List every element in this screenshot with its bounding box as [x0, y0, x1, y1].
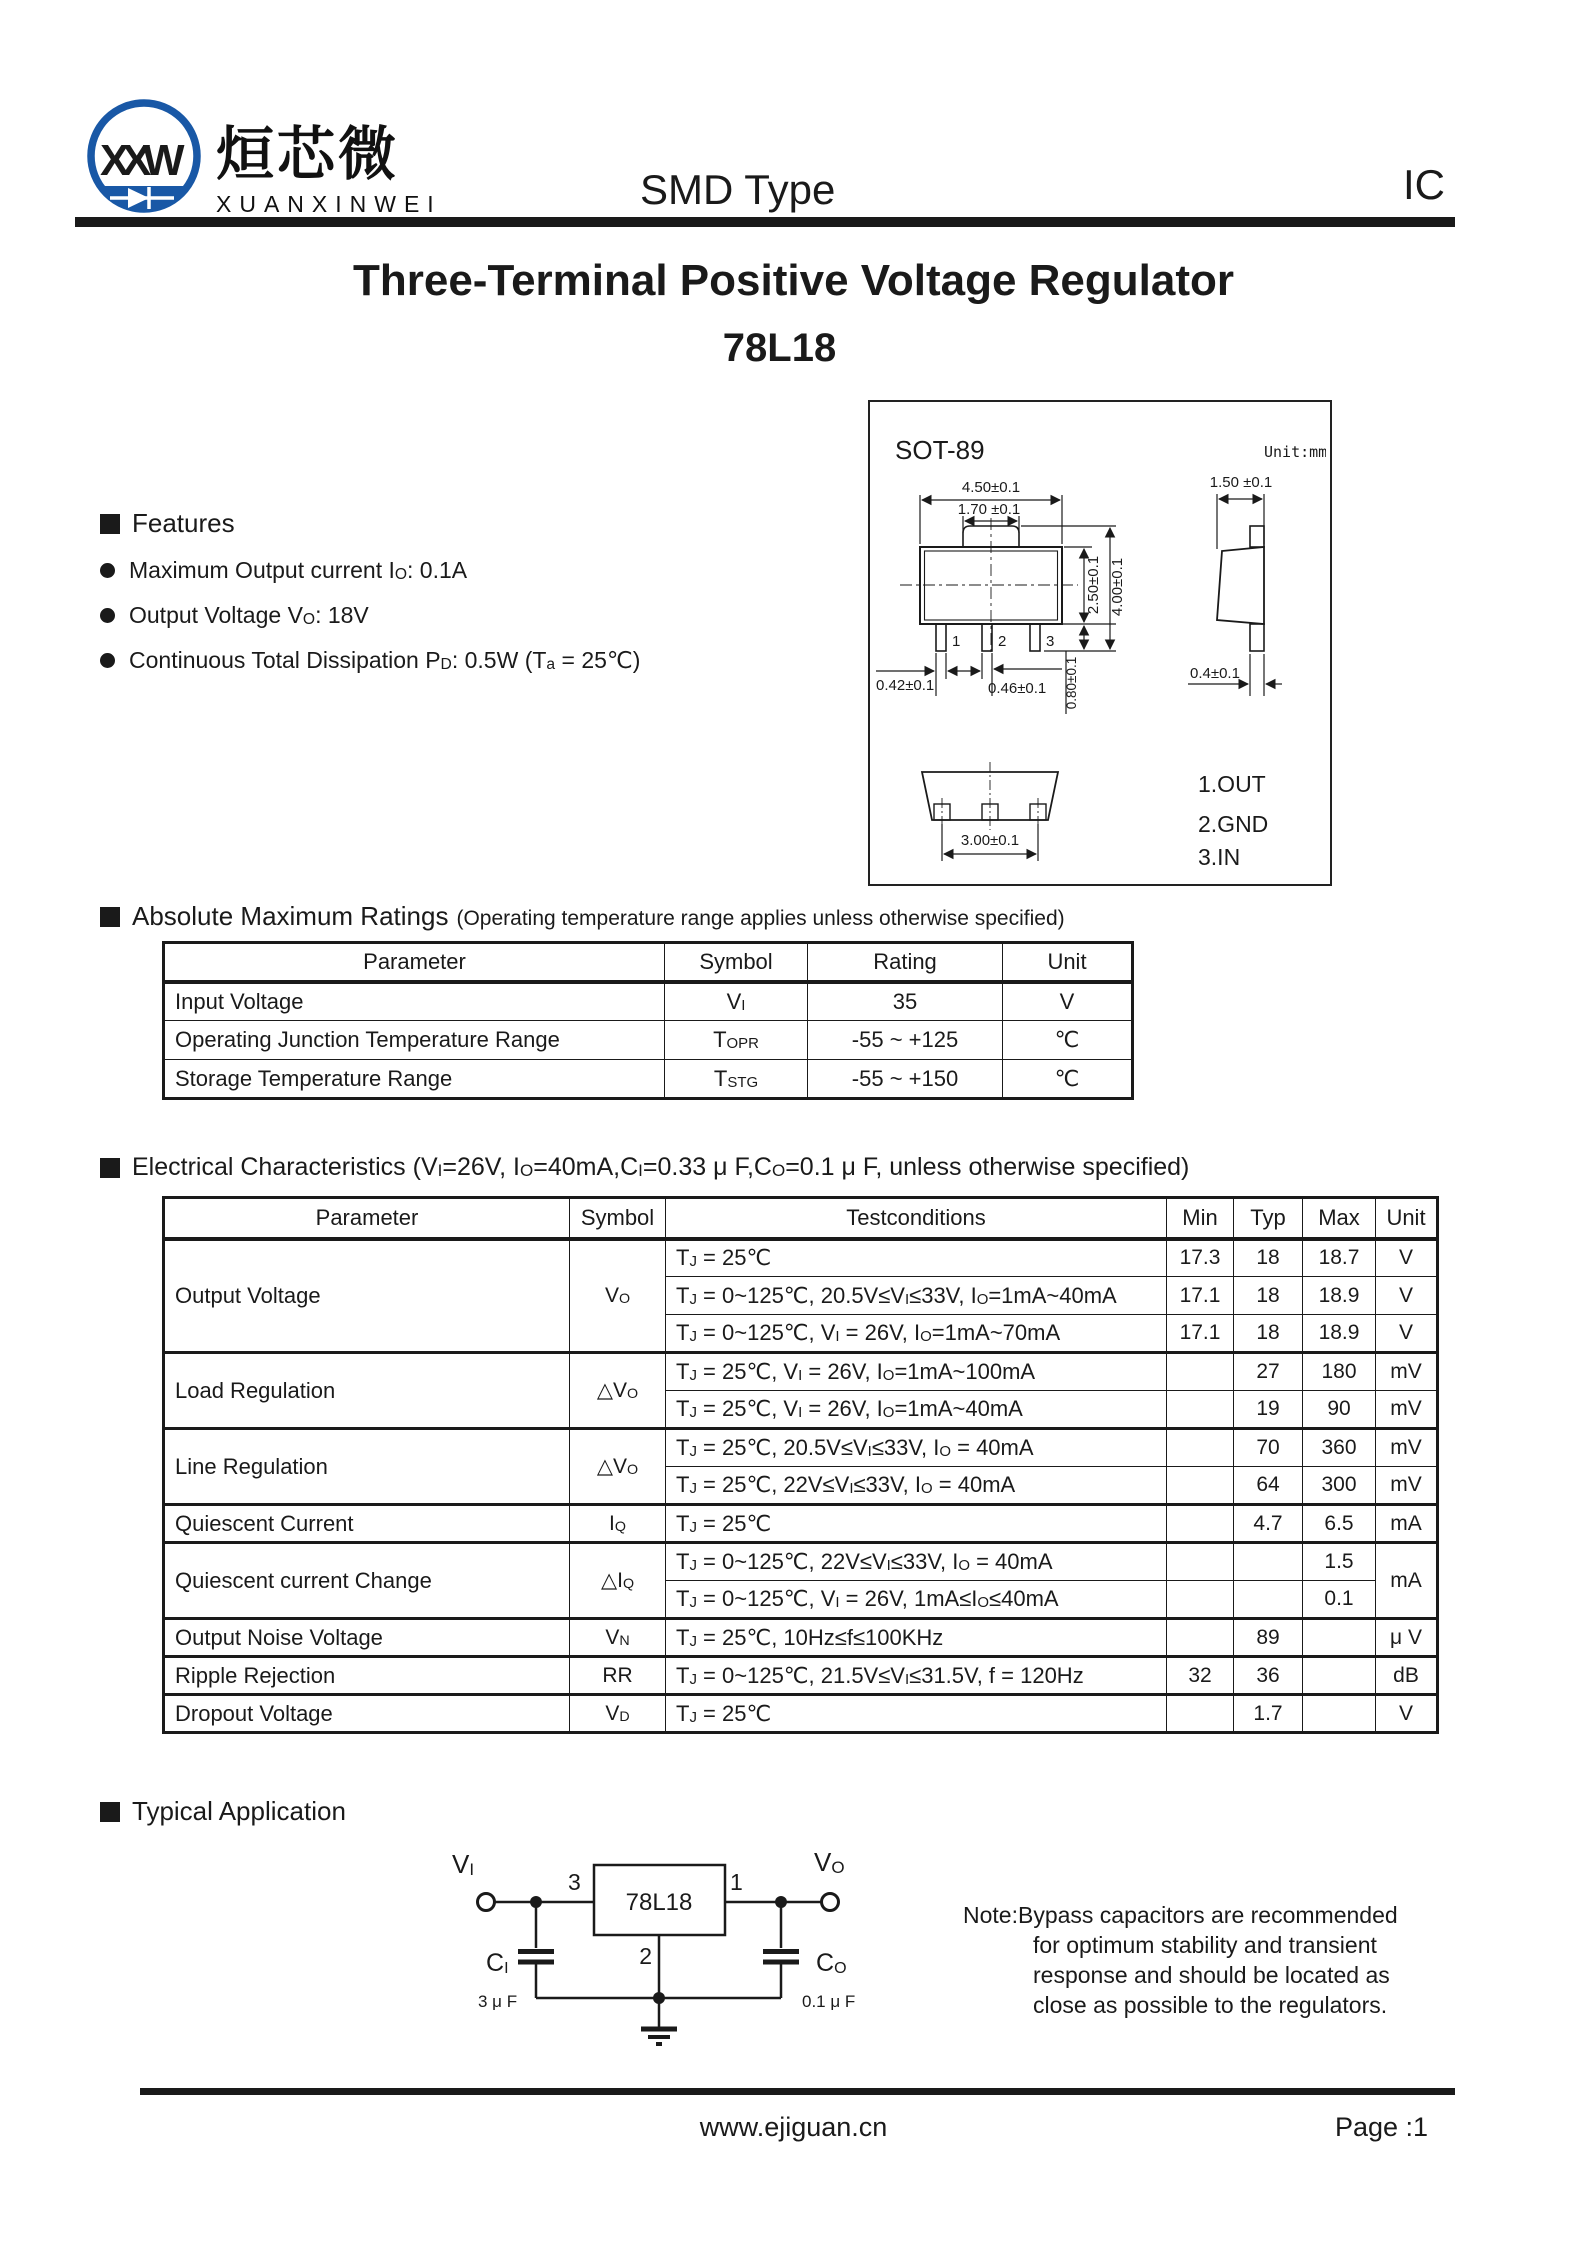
application-circuit	[400, 1820, 960, 2060]
col-header: Symbol	[570, 1198, 666, 1239]
unit-cell: V	[1376, 1239, 1438, 1277]
unit-cell: dB	[1376, 1657, 1438, 1695]
param-cell: Dropout Voltage	[164, 1695, 570, 1733]
feature-item	[100, 647, 800, 674]
cond-cell: TJ = 0~125℃, VI = 26V, IO=1mA~70mA	[666, 1315, 1167, 1353]
pin-name: 1.OUT	[1198, 771, 1266, 797]
cond-cell: TJ = 25℃	[666, 1695, 1167, 1733]
col-header: Rating	[808, 943, 1003, 982]
typ-cell: 64	[1234, 1467, 1303, 1505]
package-name: SOT-89	[895, 435, 985, 465]
min-cell	[1167, 1581, 1234, 1619]
unit-cell: V	[1376, 1695, 1438, 1733]
pin-number: 3	[1046, 633, 1055, 650]
typ-cell: 19	[1234, 1391, 1303, 1429]
cond-cell: TJ = 0~125℃, VI = 26V, 1mA≤IO≤40mA	[666, 1581, 1167, 1619]
note-line: for optimum stability and transient	[1033, 1932, 1377, 1958]
company-name-en: XUANXINWEI	[216, 191, 442, 217]
rating-cell: -55 ~ +150	[808, 1060, 1003, 1099]
min-cell	[1167, 1353, 1234, 1391]
min-cell	[1167, 1619, 1234, 1657]
feature-text: Continuous Total Dissipation PD: 0.5W (Ta = 25℃)	[129, 647, 641, 673]
part-number: 78L18	[722, 326, 837, 370]
package-drawing	[870, 402, 1326, 880]
table-row	[164, 1695, 1438, 1733]
param-cell: Input Voltage	[164, 982, 665, 1021]
table-row	[164, 1505, 1438, 1543]
abs-max-heading	[100, 901, 1065, 932]
junction-dot	[775, 1896, 787, 1908]
rating-cell: 35	[808, 982, 1003, 1021]
feature-item	[100, 557, 800, 584]
max-cell	[1303, 1619, 1376, 1657]
unit-cell: μ V	[1376, 1619, 1438, 1657]
max-cell	[1303, 1657, 1376, 1695]
min-cell	[1167, 1429, 1234, 1467]
unit-cell: mV	[1376, 1391, 1438, 1429]
table-row	[164, 1619, 1438, 1657]
dim-bottom-span: 3.00±0.1	[960, 832, 1020, 849]
typical-app-heading-label: Typical Application	[132, 1796, 346, 1826]
logo-letter: X	[122, 136, 152, 185]
table-header-row	[164, 1198, 1438, 1239]
min-cell	[1167, 1543, 1234, 1581]
cond-cell: TJ = 25℃, 10Hz≤f≤100KHz	[666, 1619, 1167, 1657]
doc-type-label: SMD Type	[640, 166, 836, 213]
note-line: Note:Bypass capacitors are recommended	[963, 1902, 1398, 1928]
table-header-row	[164, 943, 1133, 982]
footer-website: www.ejiguan.cn	[699, 2112, 888, 2142]
cout-value: 0.1 μ F	[802, 1992, 856, 2011]
dim-lead-length: 0.80±0.1	[1064, 656, 1079, 710]
cond-cell: TJ = 0~125℃, 20.5V≤VI≤33V, IO=1mA~40mA	[666, 1277, 1167, 1315]
col-header: Parameter	[164, 943, 665, 982]
cond-cell: TJ = 25℃, 22V≤VI≤33V, IO = 40mA	[666, 1467, 1167, 1505]
min-cell	[1167, 1467, 1234, 1505]
package-drawing-box	[868, 400, 1332, 886]
param-cell: Operating Junction Temperature Range	[164, 1021, 665, 1060]
page-title: Three-Terminal Positive Voltage Regulator	[352, 256, 1234, 305]
abs-max-note: (Operating temperature range applies unless otherwise specified)	[456, 907, 1065, 930]
abs-max-table	[162, 941, 1134, 1100]
max-cell: 300	[1303, 1467, 1376, 1505]
typ-cell: 27	[1234, 1353, 1303, 1391]
typ-cell: 18	[1234, 1239, 1303, 1277]
typ-cell: 18	[1234, 1315, 1303, 1353]
max-cell: 0.1	[1303, 1581, 1376, 1619]
symbol-cell: TSTG	[665, 1060, 808, 1099]
elec-heading-label: Electrical Characteristics (VI=26V, IO=40mA,CI=0.33 μ F,CO=0.1 μ F, unless otherwise specified)	[132, 1153, 1190, 1181]
max-cell: 360	[1303, 1429, 1376, 1467]
max-cell: 18.9	[1303, 1277, 1376, 1315]
features-section	[100, 508, 800, 674]
pin-number: 1	[952, 633, 961, 650]
section-marker-icon	[100, 1802, 120, 1822]
col-header: Max	[1303, 1198, 1376, 1239]
col-header: Testconditions	[666, 1198, 1167, 1239]
unit-cell: V	[1376, 1315, 1438, 1353]
col-header: Symbol	[665, 943, 808, 982]
symbol-cell: VI	[665, 982, 808, 1021]
features-heading	[100, 508, 800, 539]
symbol-cell: △IQ	[570, 1543, 666, 1619]
unit-cell: ℃	[1003, 1021, 1133, 1060]
symbol-cell: IQ	[570, 1505, 666, 1543]
unit-cell: mA	[1376, 1505, 1438, 1543]
cond-cell: TJ = 25℃	[666, 1505, 1167, 1543]
typ-cell: 36	[1234, 1657, 1303, 1695]
footer-rule	[140, 2088, 1455, 2095]
table-row	[164, 1429, 1438, 1467]
typ-cell: 1.7	[1234, 1695, 1303, 1733]
unit-cell: V	[1376, 1277, 1438, 1315]
max-cell: 18.7	[1303, 1239, 1376, 1277]
unit-cell: mV	[1376, 1467, 1438, 1505]
table-row	[164, 1239, 1438, 1277]
pin-number: 2	[998, 633, 1007, 650]
symbol-cell: △VO	[570, 1429, 666, 1505]
bullet-icon	[100, 563, 115, 578]
footer-page-number: Page :1	[1335, 2112, 1429, 2142]
ic-corner-label: IC	[1403, 161, 1445, 208]
abs-max-heading-label: Absolute Maximum Ratings	[132, 901, 449, 931]
typ-cell	[1234, 1581, 1303, 1619]
dim-total-height: 4.00±0.1	[1109, 557, 1126, 617]
max-cell: 1.5	[1303, 1543, 1376, 1581]
table-row	[164, 982, 1133, 1021]
symbol-cell: VO	[570, 1239, 666, 1353]
feature-item	[100, 602, 800, 629]
logo-mark-icon	[82, 98, 206, 222]
typ-cell: 70	[1234, 1429, 1303, 1467]
feature-text: Output Voltage VO: 18V	[129, 602, 369, 628]
cin-value: 3 μ F	[478, 1992, 518, 2011]
col-header: Typ	[1234, 1198, 1303, 1239]
chip-label: 78L18	[625, 1889, 693, 1916]
unit-cell: mA	[1376, 1543, 1438, 1619]
min-cell: 17.1	[1167, 1315, 1234, 1353]
cond-cell: TJ = 25℃, VI = 26V, IO=1mA~100mA	[666, 1353, 1167, 1391]
param-cell: Quiescent current Change	[164, 1543, 570, 1619]
cin-label: CI	[486, 1949, 509, 1977]
max-cell	[1303, 1695, 1376, 1733]
max-cell: 90	[1303, 1391, 1376, 1429]
min-cell	[1167, 1505, 1234, 1543]
cond-cell: TJ = 0~125℃, 22V≤VI≤33V, IO = 40mA	[666, 1543, 1167, 1581]
max-cell: 180	[1303, 1353, 1376, 1391]
dim-top-width: 4.50±0.1	[961, 479, 1021, 496]
param-cell: Output Voltage	[164, 1239, 570, 1353]
param-cell: Storage Temperature Range	[164, 1060, 665, 1099]
application-note	[963, 1900, 1453, 2020]
typ-cell: 89	[1234, 1619, 1303, 1657]
min-cell: 17.1	[1167, 1277, 1234, 1315]
bullet-icon	[100, 608, 115, 623]
symbol-cell: VD	[570, 1695, 666, 1733]
logo-letter: X	[100, 136, 130, 185]
symbol-cell: RR	[570, 1657, 666, 1695]
unit-cell: ℃	[1003, 1060, 1133, 1099]
logo-letter: W	[143, 136, 185, 185]
col-header: Unit	[1003, 943, 1133, 982]
table-row	[164, 1657, 1438, 1695]
pin-name: 3.IN	[1198, 844, 1241, 870]
table-row	[164, 1060, 1133, 1099]
typ-cell: 18	[1234, 1277, 1303, 1315]
vin-label: VI	[452, 1849, 475, 1879]
table-row	[164, 1353, 1438, 1391]
table-row	[164, 1543, 1438, 1581]
min-cell	[1167, 1695, 1234, 1733]
features-heading-label: Features	[132, 508, 235, 538]
unit-cell: V	[1003, 982, 1133, 1021]
param-cell: Load Regulation	[164, 1353, 570, 1429]
symbol-cell: TOPR	[665, 1021, 808, 1060]
table-row	[164, 1021, 1133, 1060]
max-cell: 18.9	[1303, 1315, 1376, 1353]
param-cell: Ripple Rejection	[164, 1657, 570, 1695]
note-line: close as possible to the regulators.	[1033, 1992, 1388, 2018]
company-name-cn: 烜芯微	[216, 122, 400, 187]
symbol-cell: VN	[570, 1619, 666, 1657]
section-marker-icon	[100, 514, 120, 534]
typ-cell	[1234, 1543, 1303, 1581]
dim-side-width: 1.50 ±0.1	[1209, 474, 1273, 491]
unit-label: Unit:mm	[1264, 443, 1326, 461]
vout-label: VO	[814, 1847, 845, 1877]
cond-cell: TJ = 25℃	[666, 1239, 1167, 1277]
logo-text	[216, 98, 442, 222]
note-line: response and should be located as	[1033, 1962, 1390, 1988]
typical-app-heading	[100, 1796, 346, 1827]
junction-dot	[530, 1896, 542, 1908]
dim-lead-gap: 0.46±0.1	[988, 680, 1047, 697]
elec-table	[162, 1196, 1439, 1734]
pin-in-number: 3	[568, 1869, 581, 1895]
rating-cell: -55 ~ +125	[808, 1021, 1003, 1060]
section-marker-icon	[100, 1158, 120, 1178]
cond-cell: TJ = 0~125℃, 21.5V≤VI≤31.5V, f = 120Hz	[666, 1657, 1167, 1695]
symbol-cell: △VO	[570, 1353, 666, 1429]
junction-dot	[653, 1992, 665, 2004]
dim-tab-width: 1.70 ±0.1	[957, 501, 1021, 518]
dim-lead-thickness: 0.4±0.1	[1190, 665, 1240, 682]
min-cell	[1167, 1391, 1234, 1429]
col-header: Min	[1167, 1198, 1234, 1239]
feature-text: Maximum Output current IO: 0.1A	[129, 557, 468, 583]
unit-cell: mV	[1376, 1429, 1438, 1467]
company-logo	[82, 98, 442, 222]
min-cell: 17.3	[1167, 1239, 1234, 1277]
min-cell: 32	[1167, 1657, 1234, 1695]
typ-cell: 4.7	[1234, 1505, 1303, 1543]
header-rule	[75, 217, 1455, 227]
section-marker-icon	[100, 907, 120, 927]
elec-heading	[100, 1153, 1189, 1182]
cond-cell: TJ = 25℃, VI = 26V, IO=1mA~40mA	[666, 1391, 1167, 1429]
dim-body-height: 2.50±0.1	[1085, 555, 1102, 615]
param-cell: Line Regulation	[164, 1429, 570, 1505]
dim-lead-offset: 0.42±0.1	[876, 677, 935, 694]
col-header: Parameter	[164, 1198, 570, 1239]
cout-label: CO	[816, 1949, 847, 1977]
unit-cell: mV	[1376, 1353, 1438, 1391]
pin-out-number: 1	[730, 1869, 743, 1895]
pin-gnd-number: 2	[639, 1943, 652, 1969]
param-cell: Quiescent Current	[164, 1505, 570, 1543]
col-header: Unit	[1376, 1198, 1438, 1239]
cond-cell: TJ = 25℃, 20.5V≤VI≤33V, IO = 40mA	[666, 1429, 1167, 1467]
max-cell: 6.5	[1303, 1505, 1376, 1543]
param-cell: Output Noise Voltage	[164, 1619, 570, 1657]
bullet-icon	[100, 653, 115, 668]
pin-name: 2.GND	[1198, 811, 1269, 837]
